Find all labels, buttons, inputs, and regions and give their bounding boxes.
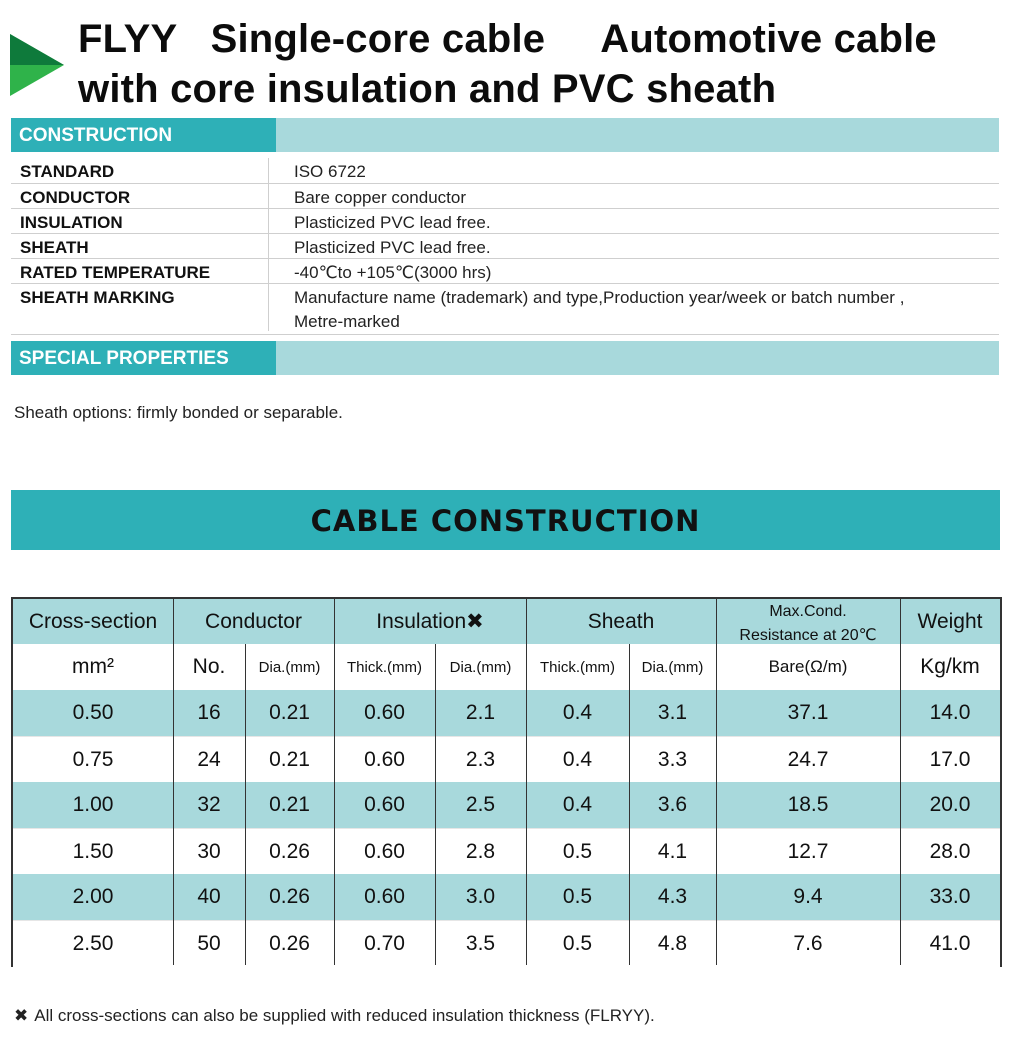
title-line-2: with core insulation and PVC sheath [78,67,777,111]
cell-ins-dia: 3.5 [465,932,496,955]
cell-weight: 17.0 [929,748,971,771]
cell-ins-thick: 0.60 [364,840,405,863]
cell-resistance: 12.7 [787,840,829,863]
page-title [78,14,998,114]
cell-cond-no: 16 [197,701,221,724]
subheader-cond-dia: Dia.(mm) [258,658,321,676]
cell-sh-dia: 3.3 [657,748,688,771]
header-insulation-label: Insulation [376,609,467,633]
header-weight: Weight [917,609,983,633]
cell-sh-thick: 0.4 [562,748,593,771]
construction-row-conductor [11,184,999,209]
cell-sh-thick: 0.5 [562,840,593,863]
logo-arrow-icon [10,34,64,96]
grid-line [435,644,436,965]
construction-row-standard [11,158,999,184]
cell-ins-thick: 0.60 [364,793,405,816]
cell-cross-section: 2.50 [72,932,114,955]
grid-line [900,599,901,965]
grid-line [629,644,630,965]
cell-cond-dia: 0.21 [269,793,310,816]
cell-cross-section: 0.50 [72,701,114,724]
subheader-sh-dia: Dia.(mm) [641,658,704,676]
cell-cross-section: 2.00 [72,885,114,908]
construction-bar [11,118,999,152]
header-conductor: Conductor [205,609,302,633]
header-cross-section: Cross-section [28,609,158,633]
cell-cond-no: 40 [197,885,221,908]
cell-weight: 28.0 [929,840,971,863]
grid-line [716,599,717,965]
conductor-value: Bare copper conductor [294,188,466,207]
cell-sh-dia: 4.8 [657,932,688,955]
table-row [13,736,1000,783]
cell-cond-no: 50 [197,932,221,955]
sheath-value: Plasticized PVC lead free. [294,238,491,257]
table-subheader-row [13,644,1000,691]
cell-sh-dia: 4.3 [657,885,688,908]
standard-value: ISO 6722 [294,162,366,181]
cell-ins-thick: 0.60 [364,748,405,771]
cell-cond-dia: 0.26 [269,885,310,908]
cell-sh-dia: 4.1 [657,840,688,863]
cell-cond-dia: 0.21 [269,748,310,771]
cell-ins-thick: 0.60 [364,701,405,724]
construction-heading: CONSTRUCTION [11,118,276,152]
header-resistance-line-2: Resistance at 20℃ [739,626,877,644]
cable-data-table [11,597,1002,967]
cell-resistance: 7.6 [793,932,823,955]
cell-cond-dia: 0.26 [269,840,310,863]
special-properties-bar [11,341,999,375]
subheader-res-unit: Bare(Ω/m) [768,657,848,676]
subheader-sh-thick: Thick.(mm) [540,658,615,676]
cell-sh-thick: 0.4 [562,793,593,816]
footnote-mark-icon: ✖ [14,1006,29,1025]
cell-sh-thick: 0.5 [562,932,593,955]
subheader-weight-unit: Kg/km [920,655,980,678]
subheader-ins-thick: Thick.(mm) [347,658,422,676]
grid-line [334,599,335,965]
special-properties-heading: SPECIAL PROPERTIES [11,341,276,375]
cell-cond-no: 24 [197,748,221,771]
table-header-row [13,599,1000,644]
cell-sh-thick: 0.4 [562,701,593,724]
conductor-label: CONDUCTOR [20,188,131,207]
cell-sh-thick: 0.5 [562,885,593,908]
temperature-label: RATED TEMPERATURE [20,263,211,282]
cell-resistance: 9.4 [793,885,823,908]
cell-cross-section: 1.00 [72,793,114,816]
cell-cond-dia: 0.26 [269,932,310,955]
footnote-text: All cross-sections can also be supplied with reduced insulation thickness (FLRYY). [34,1006,655,1025]
cell-ins-dia: 2.1 [465,701,496,724]
header-insulation [334,599,526,644]
cell-resistance: 24.7 [787,748,829,771]
table-row [13,782,1000,828]
subheader-cond-no: No. [192,655,226,678]
subheader-cross-unit: mm² [72,655,114,678]
sheath-label: SHEATH [20,238,89,257]
table-row [13,690,1000,736]
construction-table [11,158,999,335]
title-line-1: FLYY Single-core cable Automotive cable [78,17,937,61]
cable-construction-banner [11,490,1000,550]
marking-value-line-2: Metre-marked [294,312,400,331]
marking-label: SHEATH MARKING [20,288,175,307]
cell-cond-no: 30 [197,840,221,863]
cell-resistance: 37.1 [787,701,829,724]
construction-row-insulation [11,209,999,234]
cell-ins-thick: 0.70 [364,932,405,955]
cell-cross-section: 0.75 [72,748,114,771]
cell-cond-dia: 0.21 [269,701,310,724]
table-row [13,874,1000,920]
header-resistance-line-1: Max.Cond. [769,602,847,620]
footnote [14,1006,655,1026]
grid-line [173,599,174,965]
banner-title: CABLE CONSTRUCTION [310,504,701,538]
construction-row-sheath [11,234,999,259]
construction-row-temperature [11,259,999,284]
header-sheath: Sheath [587,609,655,633]
cell-sh-dia: 3.1 [657,701,688,724]
cell-ins-dia: 2.5 [465,793,496,816]
subheader-ins-dia: Dia.(mm) [449,658,512,676]
grid-line [526,599,527,965]
table-row [13,828,1000,875]
cell-ins-thick: 0.60 [364,885,405,908]
cell-resistance: 18.5 [787,793,829,816]
cell-weight: 14.0 [929,701,971,724]
cell-cross-section: 1.50 [72,840,114,863]
cell-ins-dia: 3.0 [465,885,496,908]
cell-ins-dia: 2.8 [465,840,496,863]
grid-line [245,644,246,965]
marking-value [294,284,999,334]
cell-weight: 20.0 [929,793,971,816]
cell-ins-dia: 2.3 [465,748,496,771]
insulation-value: Plasticized PVC lead free. [294,213,491,232]
header-resistance [716,599,900,644]
standard-label: STANDARD [20,162,115,181]
sheath-options-note: Sheath options: firmly bonded or separable. [14,403,343,422]
cell-weight: 41.0 [929,932,971,955]
cell-cond-no: 32 [197,793,221,816]
marking-value-line-1: Manufacture name (trademark) and type,Production year/week or batch number , [294,288,905,307]
insulation-note-icon: ✖ [466,610,484,633]
construction-row-marking [11,284,999,335]
cell-sh-dia: 3.6 [657,793,688,816]
table-row [13,920,1000,967]
insulation-label: INSULATION [20,213,123,232]
cell-weight: 33.0 [929,885,971,908]
temperature-value: -40℃to +105℃(3000 hrs) [294,263,492,282]
